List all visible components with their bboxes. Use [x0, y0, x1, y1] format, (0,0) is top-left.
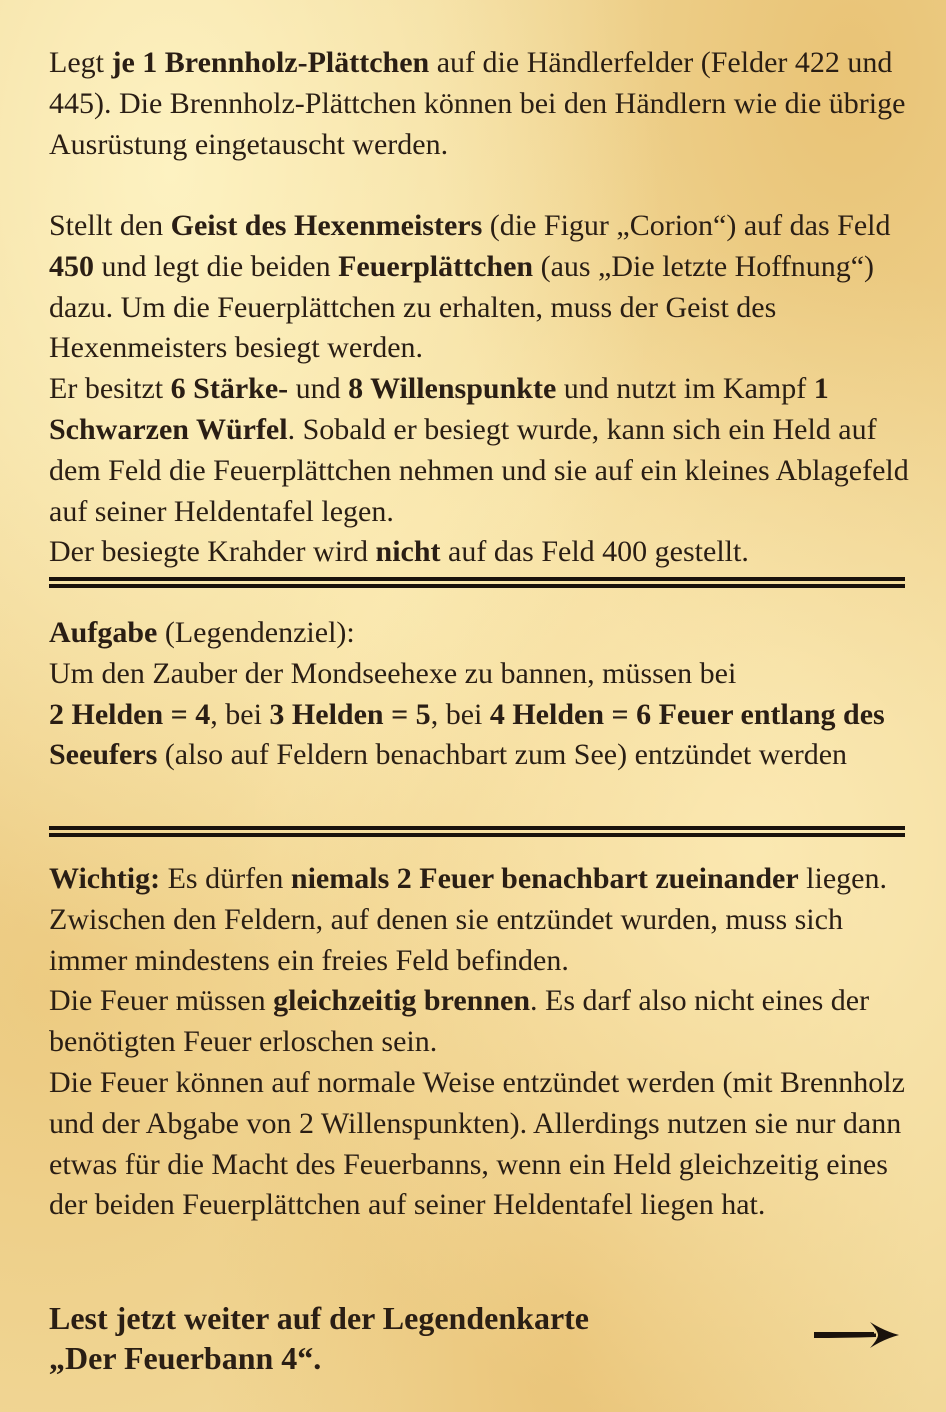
bold-text: 1 Schwarzen Würfel — [49, 372, 829, 446]
text: Der besiegte Krahder wird — [49, 535, 376, 569]
text: Die Feuer müssen — [49, 984, 274, 1018]
text: auf die Händlerfelder (Felder 422 und 445). Die Brennholz-Plättchen können bei den Händlern wie die übrige Ausrüstung eingetauscht werden. — [49, 46, 906, 161]
continue-line-1: Lest jetzt weiter auf der Legendenkarte — [49, 1300, 589, 1336]
right-arrow-icon — [812, 1319, 900, 1351]
continue-line-2: „Der Feuerbann 4“. — [49, 1340, 322, 1376]
bold-text: 3 Helden = 5 — [269, 697, 431, 731]
task-paragraph — [49, 613, 919, 776]
text: Die Feuer können auf normale Weise entzündet werden (mit Brennholz und der Abgabe von 2 Willenspunkten). Allerdings nutzen sie nur dann etwas für die Macht des Feuerbanns, wenn ein Held gleichzeitig eines der beiden Feuerplättchen auf seiner Heldentafel liegen hat. — [49, 1065, 905, 1222]
text: und nutzt im Kampf — [556, 372, 814, 406]
bold-text: Feuerplättchen — [338, 249, 534, 283]
text: . Sobald er besiegt wurde, kann sich ein Held auf dem Feld die Feuerplättchen nehmen und sie auf ein kleines Ablagefeld auf seiner Heldentafel legen. — [49, 412, 909, 528]
text: Er besitzt — [49, 372, 171, 406]
bold-text: je 1 Brennholz-Plättchen — [111, 46, 430, 79]
text: , bei — [210, 697, 270, 731]
important-paragraph — [49, 859, 919, 1226]
text: . Es darf also nicht eines der benötigten Feuer erloschen sein. — [49, 984, 870, 1059]
bold-text: 4 Helden = 6 Feuer entlang des Seeufers — [49, 697, 885, 772]
text: (Legendenziel): — [157, 616, 355, 649]
setup-paragraph-spirit — [49, 206, 919, 573]
text: (die Figur „Corion“) auf das Feld — [482, 209, 891, 242]
section-divider — [49, 577, 905, 588]
continue-instruction — [49, 1298, 589, 1378]
bold-text: niemals 2 Feuer benachbart zueinander — [290, 862, 799, 895]
text: und legt die beiden — [94, 249, 339, 283]
bold-text: Geist des Hexenmeisters — [170, 209, 483, 242]
text: (also auf Feldern benachbart zum See) entzündet werden — [157, 738, 848, 772]
bold-text: 450 — [49, 249, 94, 283]
important-label: Wichtig: — [49, 862, 161, 895]
bold-text: 2 Helden = 4 — [49, 697, 211, 731]
text: (aus „Die letzte Hoffnung“) dazu. Um die Feuerplättchen zu erhalten, muss der Geist des Hexenmeisters besiegt werden. — [49, 249, 875, 365]
text: Um den Zauber der Mondseehexe zu bannen, müssen bei — [49, 656, 737, 690]
task-label: Aufgabe — [49, 616, 158, 649]
setup-paragraph-firewood — [49, 43, 919, 165]
section-divider — [49, 826, 905, 837]
text: Legt — [49, 46, 112, 79]
text: Es dürfen — [160, 862, 291, 895]
bold-text: gleichzeitig brennen — [273, 984, 531, 1018]
text: und — [288, 372, 349, 406]
bold-text: 6 Stärke- — [170, 372, 289, 406]
text: Stellt den — [49, 209, 171, 242]
bold-text: nicht — [375, 535, 441, 569]
text: liegen. Zwischen den Feldern, auf denen sie entzündet wurden, muss sich immer mindestens ein freies Feld befinden. — [49, 862, 887, 977]
text: , bei — [430, 697, 490, 731]
text: auf das Feld 400 gestellt. — [440, 535, 749, 569]
bold-text: 8 Willenspunkte — [348, 372, 557, 406]
